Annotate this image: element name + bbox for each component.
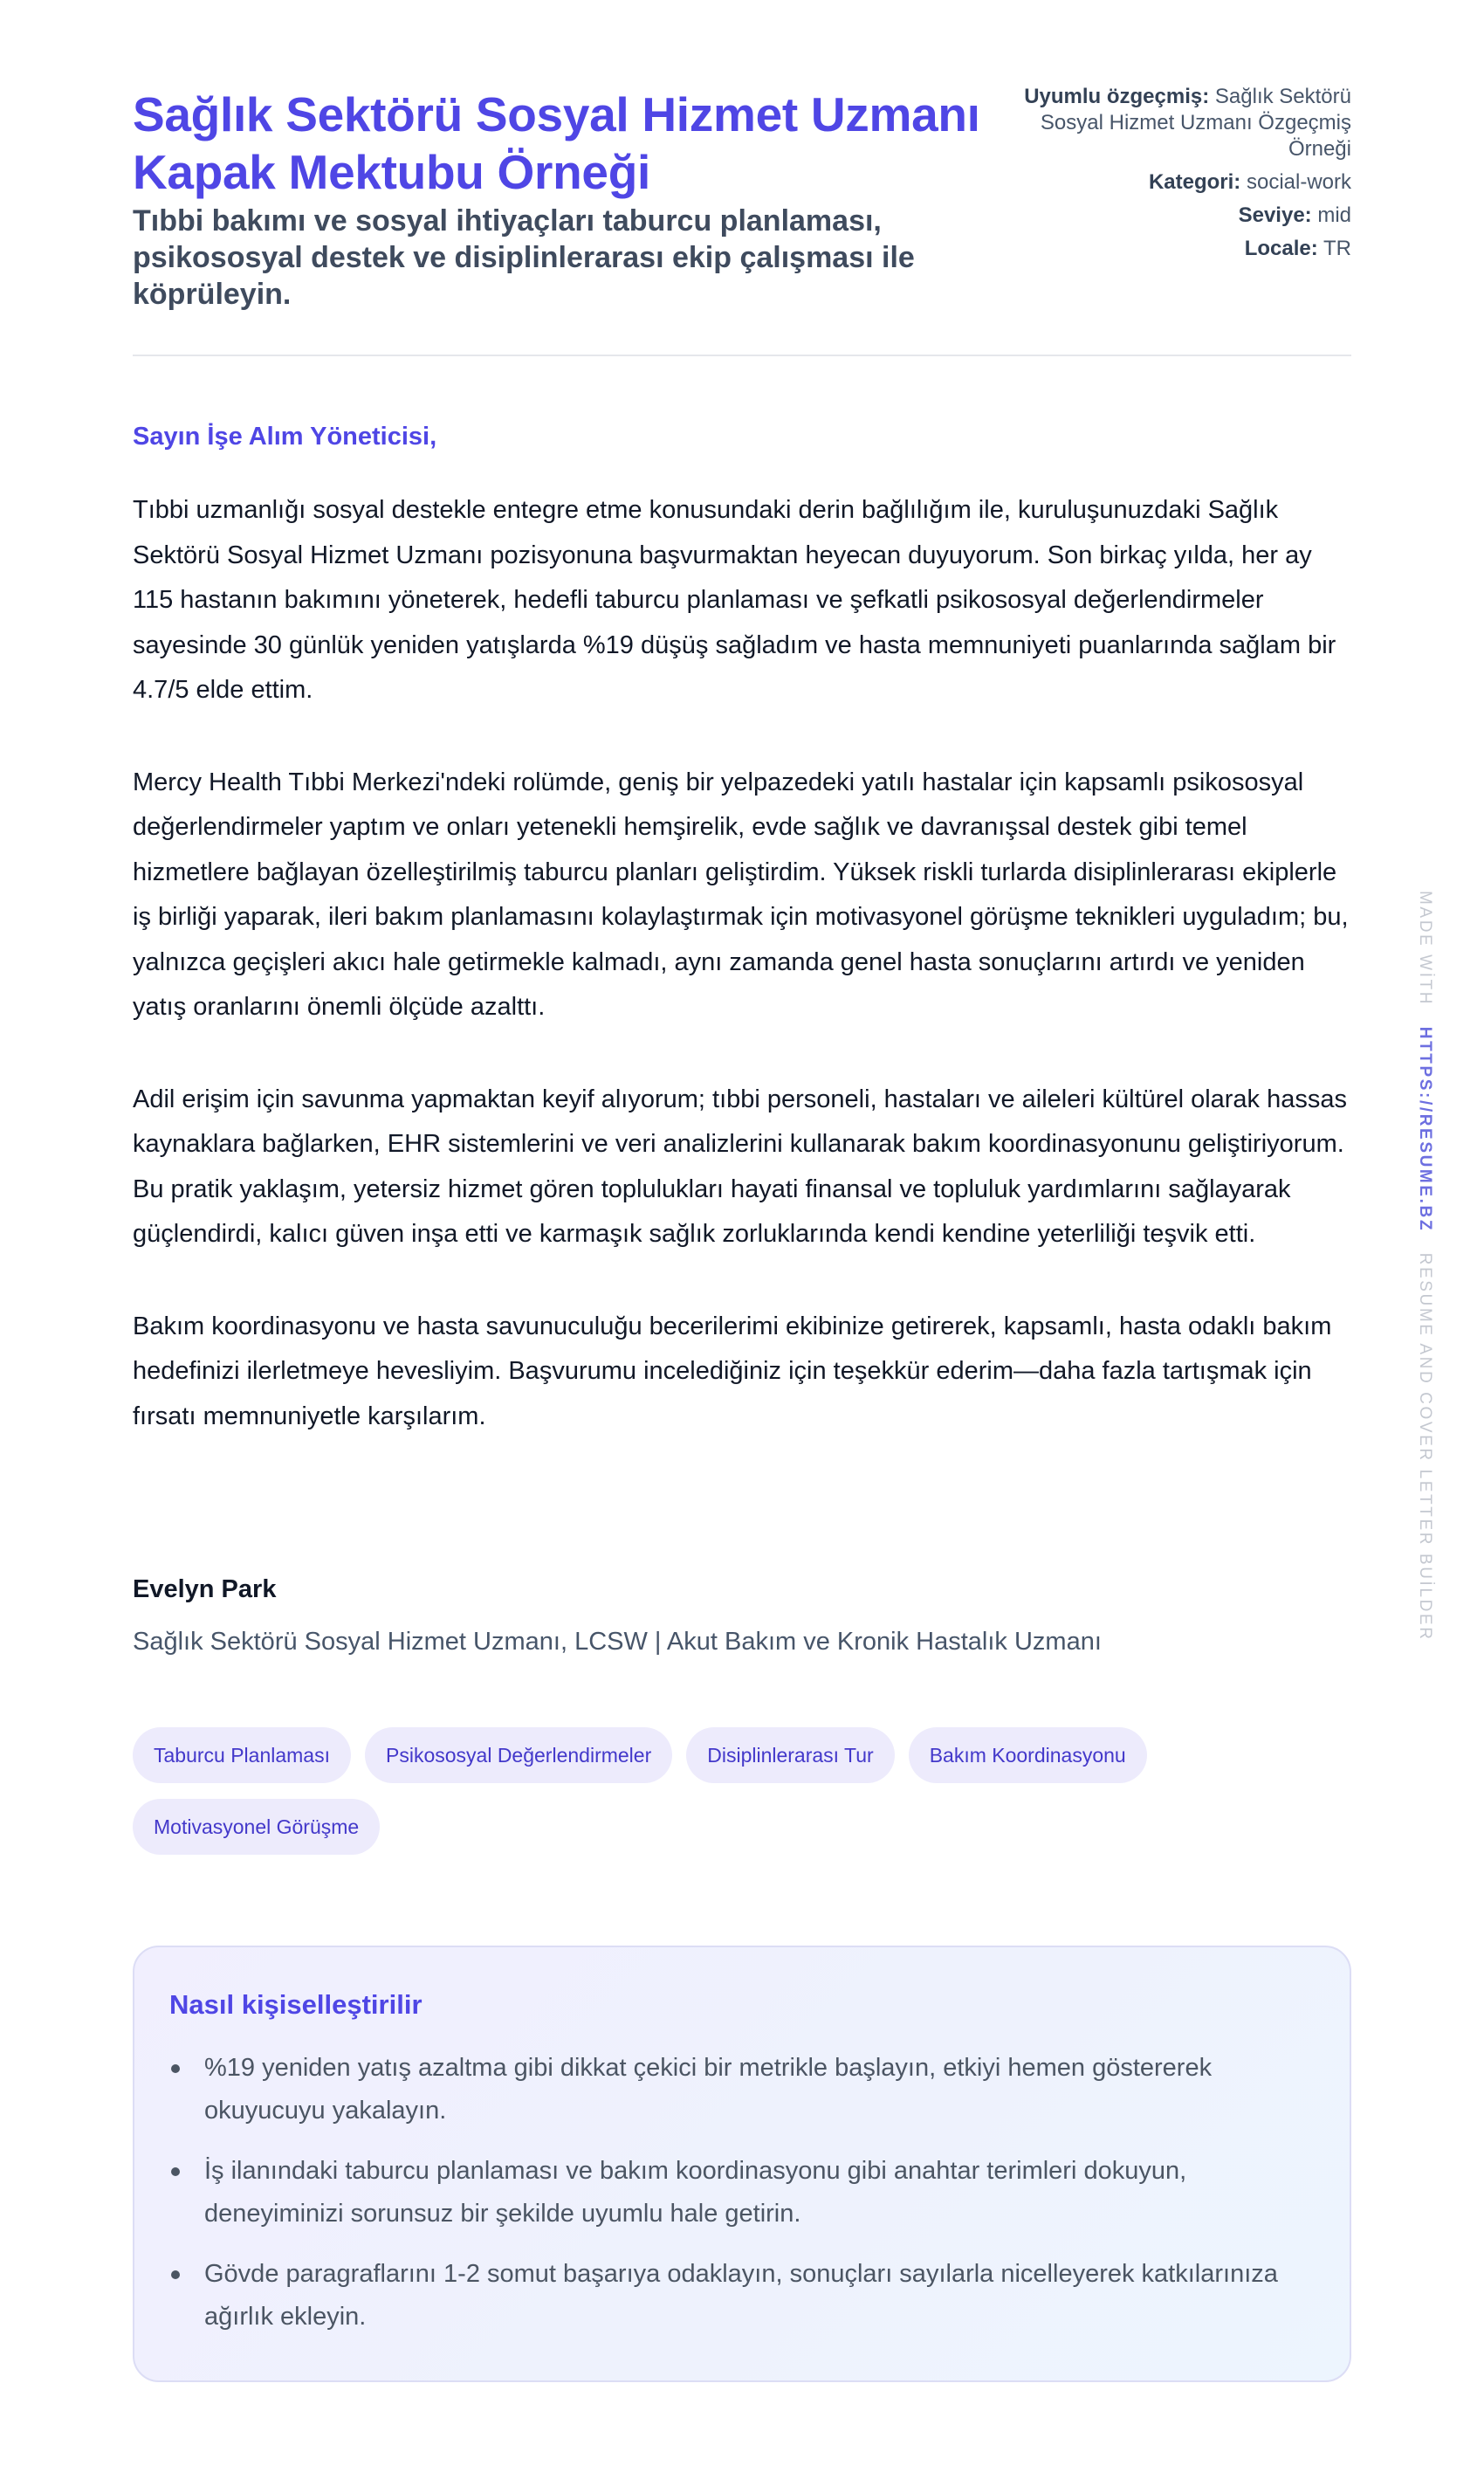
- meta-category-label: Kategori:: [1148, 170, 1241, 194]
- skill-tags: [133, 1727, 1351, 1855]
- watermark-prefix: MADE WİTH: [1416, 891, 1434, 1007]
- page-subtitle: Tıbbi bakımı ve sosyal ihtiyaçları taburcu planlaması, psikososyal destek ve disiplinlerarası ekip çalışması ile köprüleyin.: [133, 204, 915, 311]
- watermark-brand-link[interactable]: HTTPS://RESUME.BZ: [1416, 1026, 1434, 1233]
- tips-item: [169, 2150, 1315, 2235]
- letter-paragraph: Bakım koordinasyonu ve hasta savunuculuğu becerilerimi ekibinize getirerek, kapsamlı, hasta odaklı bakım hedefinizi ilerletmeye hevesliyim. Başvurumu incelediğiniz için teşekkür ederim—daha fazla tartışmak için fırsatı memnuniyetle karşılarım.: [133, 1312, 1332, 1430]
- watermark-suffix: RESUME AND COVER LETTER BUİLDER: [1416, 1252, 1434, 1642]
- tips-list: [169, 2047, 1315, 2339]
- bullet-icon: [171, 2270, 180, 2279]
- tips-item-text: %19 yeniden yatış azaltma gibi dikkat çekici bir metrikle başlayın, etkiyi hemen göstererek okuyucuyu yakalayın.: [204, 2054, 1213, 2125]
- skill-tag: Bakım Koordinasyonu: [909, 1727, 1147, 1783]
- letter-paragraph: Tıbbi uzmanlığı sosyal destekle entegre etme konusundaki derin bağlılığım ile, kuruluşunuzdaki Sağlık Sektörü Sosyal Hizmet Uzmanı pozisyonuna başvurmaktan heyecan duyuyorum. Son birkaç yılda, her ay 115 hastanın bakımını yöneterek, hedefli taburcu planlaması ve şefkatli psikososyal değerlendirmeler sayesinde 30 günlük yeniden yatışlarda %19 düşüş sağladım ve hasta memnuniyeti puanlarında sağlam bir 4.7/5 elde ettim.: [133, 496, 1336, 704]
- meta-level-label: Seviye:: [1238, 203, 1312, 227]
- made-with-watermark: [1409, 891, 1440, 1642]
- meta-compatible-resume: [985, 84, 1351, 162]
- bullet-icon: [171, 2167, 180, 2176]
- meta-level-value: mid: [1317, 203, 1351, 227]
- tips-item: [169, 2047, 1315, 2132]
- page-title: Sağlık Sektörü Sosyal Hizmet Uzmanı Kapak Mektubu Örneği: [133, 87, 980, 199]
- meta-locale-value: TR: [1323, 237, 1351, 260]
- page-header: [133, 0, 1351, 357]
- meta-category-value: social-work: [1246, 170, 1351, 194]
- tips-item-text: İş ilanındaki taburcu planlaması ve bakım koordinasyonu gibi anahtar terimleri dokuyun, deneyiminizi sorunsuz bir şekilde uyumlu hale getirin.: [204, 2157, 1187, 2228]
- personalization-tips: [133, 1946, 1351, 2382]
- signature-name: Evelyn Park: [133, 1575, 277, 1603]
- meta-locale-label: Locale:: [1244, 237, 1318, 260]
- meta-category: [985, 169, 1351, 196]
- tips-title: Nasıl kişiselleştirilir: [169, 1989, 423, 2020]
- meta-info: [985, 84, 1351, 269]
- letter-body: [133, 488, 1355, 1486]
- letter-greeting: Sayın İşe Alım Yöneticisi,: [133, 423, 437, 451]
- skill-tag: Disiplinlerarası Tur: [686, 1727, 894, 1783]
- header-divider: [133, 355, 1351, 356]
- skill-tag: Taburcu Planlaması: [133, 1727, 351, 1783]
- skill-tag: Motivasyonel Görüşme: [133, 1799, 380, 1855]
- letter-paragraph: Adil erişim için savunma yapmaktan keyif alıyorum; tıbbi personeli, hastaları ve aileleri kültürel olarak hassas kaynaklara bağlarken, EHR sistemlerini ve veri analizlerini kullanarak bakım koordinasyonunu geliştiriyorum. Bu pratik yaklaşım, yetersiz hizmet gören toplulukları hayati finansal ve topluluk yardımlarını sağlayarak güçlendirdi, kalıcı güven inşa etti ve karmaşık sağlık zorluklarında kendi kendine yeterliliği teşvik etti.: [133, 1085, 1347, 1248]
- meta-resume-value: Sağlık Sektörü Sosyal Hizmet Uzmanı Özgeçmiş Örneği: [1040, 85, 1351, 161]
- tips-item-text: Gövde paragraflarını 1-2 somut başarıya odaklayın, sonuçları sayılarla nicelleyerek katkılarınıza ağırlık ekleyin.: [204, 2260, 1278, 2331]
- cover-letter-page: [133, 0, 1351, 2331]
- meta-locale: [985, 236, 1351, 262]
- letter-signature: [133, 1572, 1102, 1659]
- meta-level: [985, 203, 1351, 229]
- meta-resume-label: Uyumlu özgeçmiş:: [1024, 85, 1210, 108]
- skill-tag: Psikososyal Değerlendirmeler: [365, 1727, 672, 1783]
- header-titles: [133, 86, 997, 313]
- bullet-icon: [171, 2064, 180, 2073]
- letter-paragraph: Mercy Health Tıbbi Merkezi'ndeki rolümde, geniş bir yelpazedeki yatılı hastalar için kapsamlı psikososyal değerlendirmeler yaptım ve onları yetenekli hemşirelik, evde sağlık ve davranışsal destek gibi temel hizmetlere bağlayan özelleştirilmiş taburcu planları geliştirdim. Yüksek riskli turlarda disiplinlerarası ekiplerle iş birliği yaparak, ileri bakım planlamasını kolaylaştırmak için motivasyonel görüşme teknikleri uyguladım; bu, yalnızca geçişleri akıcı hale getirmekle kalmadı, aynı zamanda genel hasta sonuçlarını artırdı ve yeniden yatış oranlarını önemli ölçüde azalttı.: [133, 768, 1349, 1021]
- tips-item: [169, 2253, 1315, 2339]
- signature-title: Sağlık Sektörü Sosyal Hizmet Uzmanı, LCSW | Akut Bakım ve Kronik Hastalık Uzmanı: [133, 1628, 1102, 1656]
